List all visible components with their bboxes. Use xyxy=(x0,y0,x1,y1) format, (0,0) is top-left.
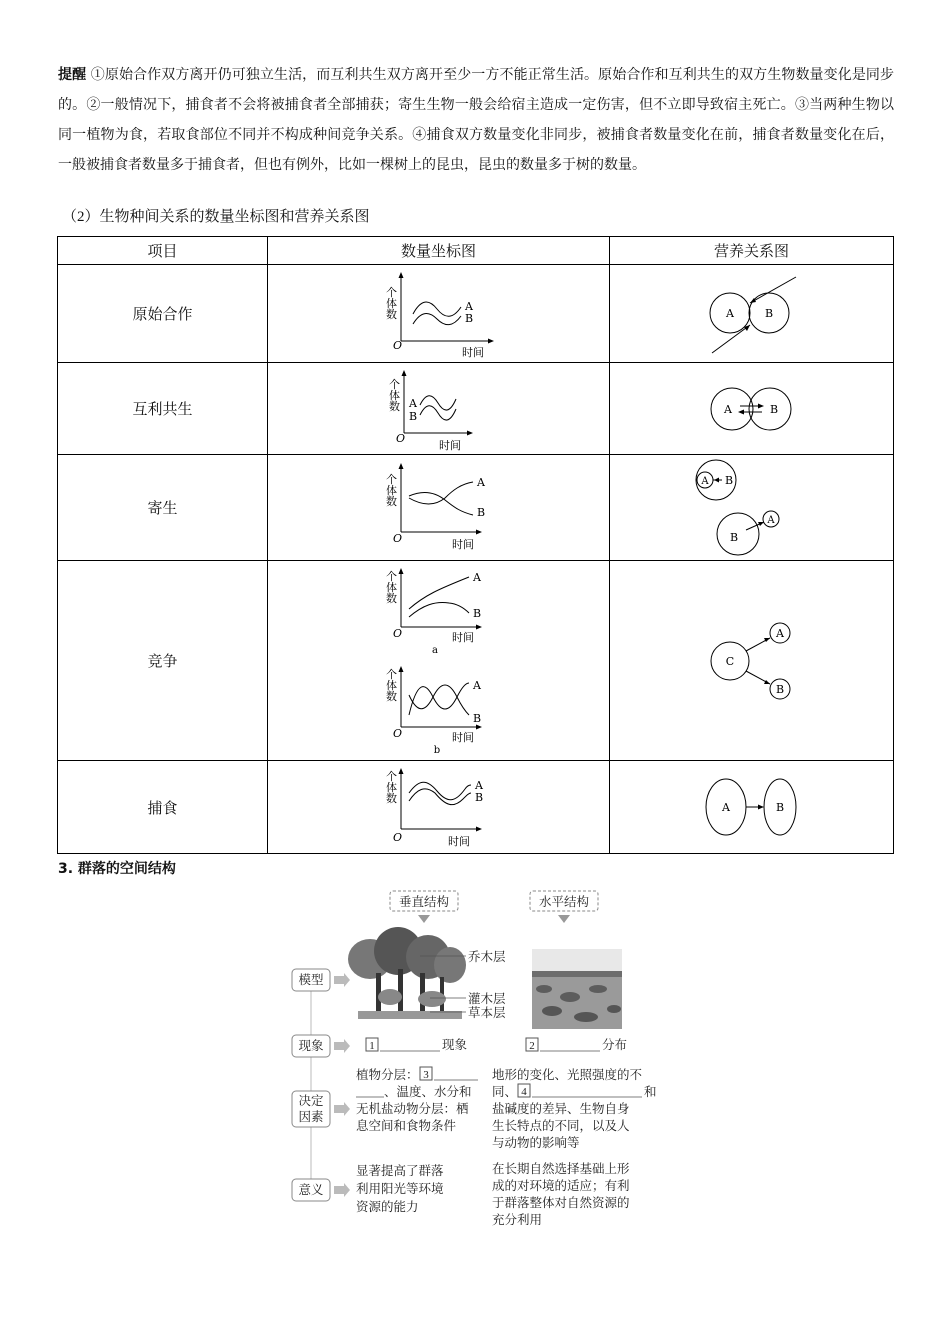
table-row xyxy=(58,265,894,363)
x-axis-label: 时间 xyxy=(451,537,474,551)
meaning-horizontal-line2: 成的对环境的适应；有利 xyxy=(492,1179,630,1193)
trophic-graph-cell xyxy=(610,265,894,363)
count-graph-cell xyxy=(268,455,610,561)
down-arrow-icon xyxy=(558,915,570,923)
factor-label-line1: 决定 xyxy=(298,1094,324,1108)
blank-2-suffix: 分布 xyxy=(602,1038,628,1052)
node-a: A xyxy=(700,475,709,487)
meaning-vertical-line2: 利用阳光等环境 xyxy=(356,1182,444,1196)
x-axis-label: 时间 xyxy=(451,630,474,644)
reminder-paragraph xyxy=(58,60,894,180)
right-arrow-icon xyxy=(334,973,350,987)
vertical-structure-label: 垂直结构 xyxy=(398,895,450,909)
mutualism-trophic-graph xyxy=(692,367,812,451)
curve-label-b: B xyxy=(472,711,481,725)
relation-name: 寄生 xyxy=(58,455,268,561)
meaning-label: 意义 xyxy=(298,1183,324,1197)
table-row xyxy=(58,561,894,761)
origin-label: O xyxy=(392,726,402,740)
node-b: B xyxy=(775,682,784,696)
curve-label-b: B xyxy=(476,505,485,519)
factor-vertical-line2: 、温度、水分和 xyxy=(384,1085,472,1099)
layer-herb-label: 草本层 xyxy=(468,1006,506,1020)
meaning-vertical-line1: 显著提高了群落 xyxy=(356,1164,444,1178)
graph-sublabel-b: b xyxy=(433,744,440,756)
relation-name: 竞争 xyxy=(58,561,268,761)
header-trophic-graph: 营养关系图 xyxy=(610,237,894,265)
header-count-graph: 数量坐标图 xyxy=(268,237,610,265)
parasitism-count-graph xyxy=(379,460,499,556)
node-a: A xyxy=(721,801,730,814)
node-c: C xyxy=(725,654,734,668)
grassland-illustration xyxy=(532,949,622,1029)
node-a: A xyxy=(723,402,732,416)
mutualism-count-graph xyxy=(384,367,494,451)
curve-label-a: A xyxy=(474,779,483,792)
factor-horizontal-line2-end: 和 xyxy=(644,1085,657,1099)
x-axis-label: 时间 xyxy=(451,730,474,744)
y-axis-label: 个体数 xyxy=(384,570,397,603)
y-axis-label: 个体数 xyxy=(384,473,397,506)
predation-count-graph xyxy=(379,765,499,849)
relation-name: 互利共生 xyxy=(58,363,268,455)
y-axis-label: 个体数 xyxy=(384,668,397,701)
layer-tree-label: 乔木层 xyxy=(468,950,506,964)
origin-label: O xyxy=(392,338,402,352)
community-structure-diagram xyxy=(280,885,660,1235)
model-label: 模型 xyxy=(298,973,324,987)
node-a: A xyxy=(725,306,734,320)
y-axis-label: 个体数 xyxy=(384,770,397,804)
reminder-tag: 提醒 xyxy=(58,67,87,83)
competition-trophic-graph xyxy=(692,611,812,711)
curve-label-b: B xyxy=(472,606,481,620)
node-a: A xyxy=(766,514,775,526)
blank-2-number: 2 xyxy=(529,1040,535,1052)
y-axis-label: 个体数 xyxy=(387,378,400,411)
trophic-graph-cell xyxy=(610,363,894,455)
forest-layers-illustration xyxy=(348,927,466,1019)
factor-horizontal-line5: 与动物的影响等 xyxy=(492,1136,580,1150)
phenomenon-label: 现象 xyxy=(298,1039,324,1053)
factor-vertical-line4: 息空间和食物条件 xyxy=(356,1119,457,1133)
section-3-heading: 3. 群落的空间结构 xyxy=(58,861,176,877)
table-row xyxy=(58,761,894,854)
meaning-vertical-line3: 资源的能力 xyxy=(356,1200,419,1214)
factor-horizontal-line2: 同、 xyxy=(492,1085,518,1099)
origin-label: O xyxy=(392,831,402,844)
factor-horizontal-line4: 生长特点的不同，以及人 xyxy=(492,1119,630,1133)
blank-4-number: 4 xyxy=(521,1086,527,1098)
node-b: B xyxy=(729,530,738,544)
relation-name: 原始合作 xyxy=(58,265,268,363)
curve-label-b: B xyxy=(464,311,473,325)
count-graph-cell xyxy=(268,265,610,363)
count-graph-cell xyxy=(268,561,610,761)
relation-name: 捕食 xyxy=(58,761,268,854)
trophic-graph-cell xyxy=(610,561,894,761)
right-arrow-icon xyxy=(334,1183,350,1197)
parasitism-trophic-graph xyxy=(692,458,812,558)
factor-horizontal-line3: 盐碱度的差异、生物自身 xyxy=(492,1102,630,1116)
node-b: B xyxy=(769,402,778,416)
meaning-horizontal-line1: 在长期自然选择基础上形 xyxy=(492,1162,630,1176)
curve-label-a: A xyxy=(476,475,485,489)
curve-label-b: B xyxy=(408,409,417,423)
competition-count-graphs xyxy=(379,565,499,757)
curve-label-a: A xyxy=(472,678,481,692)
down-arrow-icon xyxy=(418,915,430,923)
right-arrow-icon xyxy=(334,1039,350,1053)
blank-1-number: 1 xyxy=(369,1040,375,1052)
trophic-graph-cell xyxy=(610,761,894,854)
meaning-horizontal-line4: 充分利用 xyxy=(492,1213,543,1227)
protocooperation-count-graph xyxy=(379,269,499,359)
reminder-text: ①原始合作双方离开仍可独立生活，而互利共生双方离开至少一方不能正常生活。原始合作和互利共生的双方生物数量变化是同步的。②一般情况下，捕食者不会将被捕食者全部捕获；寄生生物一般会给宿主造成一定伤害，但不立即导致宿主死亡。③当两种生物以同一植物为食，若取食部位不同并不构成种间竞争关系。④捕食双方数量变化非同步，被捕食者数量变化在前，捕食者数量变化在后，一般被捕食者数量多于捕食者，但也有例外，比如一棵树上的昆虫，昆虫的数量多于树的数量。 xyxy=(58,67,895,173)
curve-label-a: A xyxy=(464,299,473,313)
factor-label-line2: 因素 xyxy=(298,1110,324,1124)
origin-label: O xyxy=(392,626,402,640)
predation-trophic-graph xyxy=(692,765,812,849)
horizontal-structure-label: 水平结构 xyxy=(538,895,590,909)
table-row xyxy=(58,455,894,561)
blank-1-suffix: 现象 xyxy=(442,1038,468,1052)
factor-vertical-line3: 无机盐动物分层：栖 xyxy=(356,1102,469,1116)
y-axis-label: 个体数 xyxy=(384,286,397,319)
table-row xyxy=(58,363,894,455)
count-graph-cell xyxy=(268,761,610,854)
table-header-row xyxy=(58,237,894,265)
curve-label-a: A xyxy=(472,570,481,584)
count-graph-cell xyxy=(268,363,610,455)
protocooperation-trophic-graph xyxy=(692,269,812,359)
header-item: 项目 xyxy=(58,237,268,265)
node-b: B xyxy=(775,801,784,814)
factor-vertical-line1: 植物分层： xyxy=(356,1068,419,1082)
node-b: B xyxy=(724,473,733,487)
x-axis-label: 时间 xyxy=(438,438,461,452)
relations-table xyxy=(57,236,894,854)
right-arrow-icon xyxy=(334,1102,350,1116)
x-axis-label: 时间 xyxy=(461,345,484,359)
curve-label-b: B xyxy=(474,791,483,804)
meaning-horizontal-line3: 于群落整体对自然资源的 xyxy=(492,1196,630,1210)
graph-sublabel-a: a xyxy=(431,644,438,656)
blank-3-number: 3 xyxy=(423,1069,429,1081)
curve-label-a: A xyxy=(408,396,417,410)
node-b: B xyxy=(764,306,773,320)
subsection-heading: （2）生物种间关系的数量坐标图和营养关系图 xyxy=(62,209,370,225)
trophic-graph-cell xyxy=(610,455,894,561)
layer-shrub-label: 灌木层 xyxy=(468,992,506,1006)
node-a: A xyxy=(775,626,784,640)
origin-label: O xyxy=(395,431,405,445)
x-axis-label: 时间 xyxy=(447,835,470,848)
origin-label: O xyxy=(392,531,402,545)
factor-horizontal-line1: 地形的变化、光照强度的不 xyxy=(492,1068,643,1082)
